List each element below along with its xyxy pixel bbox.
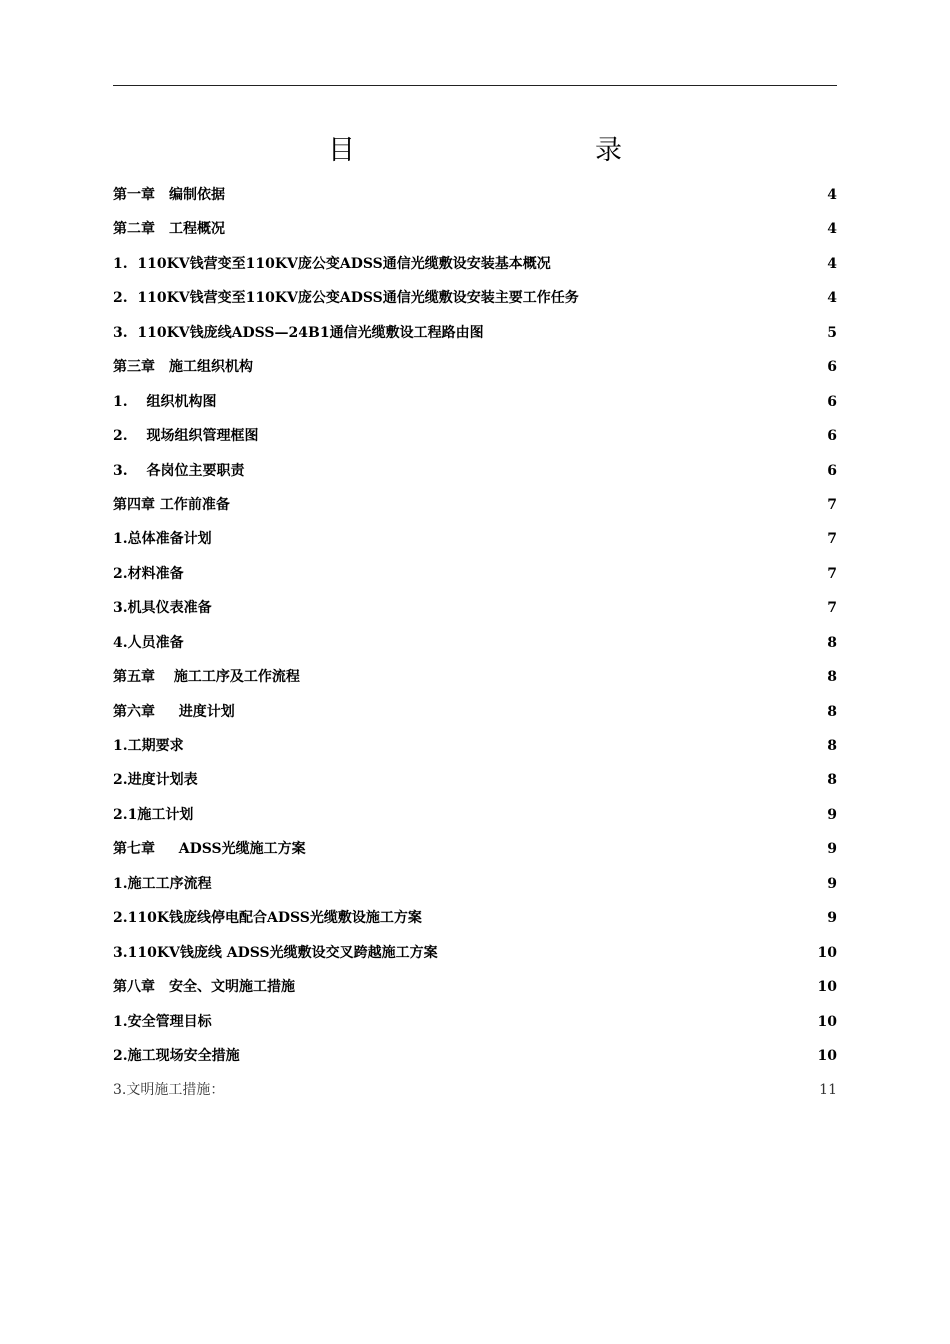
toc-entry[interactable] xyxy=(113,867,837,901)
toc-entry-page: 9 xyxy=(827,806,837,823)
toc-entry-label: 2.1施工计划 xyxy=(113,806,194,823)
toc-entry[interactable] xyxy=(113,178,837,212)
toc-entry-page: 9 xyxy=(827,875,837,892)
toc-entry-label: 2. 现场组织管理框图 xyxy=(113,428,259,445)
toc-entry[interactable] xyxy=(113,557,837,591)
toc-entry-page: 6 xyxy=(827,393,837,410)
toc-entry[interactable] xyxy=(113,454,837,488)
toc-entry-page: 10 xyxy=(817,1047,837,1064)
toc-entry-page: 9 xyxy=(827,841,837,858)
toc-entry-label: 3. 各岗位主要职责 xyxy=(113,462,245,479)
toc-entry-label: 2.施工现场安全措施 xyxy=(113,1047,240,1064)
toc-entry[interactable] xyxy=(113,832,837,866)
toc-entry-label: 1.工期要求 xyxy=(113,738,184,754)
toc-entry[interactable] xyxy=(113,385,837,419)
toc-entry-label: 第七章 ADSS光缆施工方案 xyxy=(113,841,306,858)
toc-entry-page: 7 xyxy=(827,600,837,617)
toc-entry-label: 3.机具仪表准备 xyxy=(113,600,212,617)
toc-entry-page: 4 xyxy=(827,290,837,307)
toc-entry-page: 8 xyxy=(827,703,837,720)
toc-entry-page: 8 xyxy=(827,669,837,686)
toc-entry-page: 5 xyxy=(827,324,837,341)
toc-entry-page: 7 xyxy=(827,531,837,548)
toc-entry[interactable] xyxy=(113,970,837,1004)
toc-entry[interactable] xyxy=(113,936,837,970)
toc-entry-page: 9 xyxy=(827,910,837,927)
toc-entry[interactable] xyxy=(113,419,837,453)
toc-entry-label: 1.总体准备计划 xyxy=(113,531,212,548)
toc-entry-label: 3.110KV钱庞线 ADSS光缆敷设交叉跨越施工方案 xyxy=(113,944,438,961)
toc-entry[interactable] xyxy=(113,522,837,556)
toc-entry-page: 8 xyxy=(827,634,837,651)
toc-entry[interactable] xyxy=(113,660,837,694)
toc-entry[interactable] xyxy=(113,591,837,625)
toc-entry[interactable] xyxy=(113,1073,837,1107)
toc-entry[interactable] xyxy=(113,729,837,763)
toc-entry-label: 2.110K钱庞线停电配合ADSS光缆敷设施工方案 xyxy=(113,910,422,927)
toc-entry-page: 10 xyxy=(817,979,837,996)
toc-entry-label: 第一章 编制依据 xyxy=(113,187,225,203)
toc-entry-label: 2.进度计划表 xyxy=(113,772,198,789)
toc-entry-label: 4.人员准备 xyxy=(113,634,184,651)
toc-entry-page: 10 xyxy=(817,1013,837,1030)
toc-entry[interactable] xyxy=(113,763,837,797)
toc-entry-page: 11 xyxy=(819,1082,837,1099)
toc-entry[interactable] xyxy=(113,488,837,522)
toc-entry-label: 第六章 进度计划 xyxy=(113,703,235,720)
toc-entry-page: 6 xyxy=(827,428,837,445)
toc-entry-label: 2. 110KV钱营变至110KV庞公变ADSS通信光缆敷设安装主要工作任务 xyxy=(113,290,579,307)
toc-entry[interactable] xyxy=(113,798,837,832)
toc-entry[interactable] xyxy=(113,1005,837,1039)
toc-entry[interactable] xyxy=(113,350,837,384)
toc-entry-page: 7 xyxy=(827,565,837,582)
page-title: 目 录 xyxy=(328,135,684,166)
toc-entry[interactable] xyxy=(113,901,837,935)
toc-entry[interactable] xyxy=(113,695,837,729)
toc-entry-label: 第二章 工程概况 xyxy=(113,221,225,238)
toc-entry-page: 6 xyxy=(827,359,837,376)
table-of-contents xyxy=(113,178,837,1108)
toc-entry-page: 8 xyxy=(827,772,837,789)
toc-entry[interactable] xyxy=(113,281,837,315)
toc-entry-page: 4 xyxy=(827,255,837,272)
toc-entry-page: 10 xyxy=(817,944,837,961)
toc-entry-label: 2.材料准备 xyxy=(113,565,184,582)
toc-entry-label: 3.文明施工措施： xyxy=(113,1082,225,1099)
toc-entry-page: 8 xyxy=(827,738,837,754)
toc-entry[interactable] xyxy=(113,247,837,281)
toc-entry-label: 1.安全管理目标 xyxy=(113,1013,212,1030)
toc-entry-page: 6 xyxy=(827,462,837,479)
toc-entry-label: 3. 110KV钱庞线ADSS—24B1通信光缆敷设工程路由图 xyxy=(113,324,484,341)
header-rule xyxy=(113,85,837,86)
toc-entry-label: 1. 组织机构图 xyxy=(113,393,217,410)
toc-entry-label: 第五章 施工工序及工作流程 xyxy=(113,669,300,686)
toc-entry[interactable] xyxy=(113,212,837,246)
toc-entry-label: 第三章 施工组织机构 xyxy=(113,359,253,376)
toc-entry[interactable] xyxy=(113,626,837,660)
toc-entry-label: 1. 110KV钱营变至110KV庞公变ADSS通信光缆敷设安装基本概况 xyxy=(113,255,551,272)
toc-entry-label: 第八章 安全、文明施工措施 xyxy=(113,979,295,996)
toc-entry-page: 4 xyxy=(827,187,837,203)
toc-entry-page: 4 xyxy=(827,221,837,238)
toc-entry[interactable] xyxy=(113,316,837,350)
toc-entry[interactable] xyxy=(113,1039,837,1073)
toc-entry-label: 1.施工工序流程 xyxy=(113,875,212,892)
toc-entry-page: 7 xyxy=(827,496,837,513)
toc-entry-label: 第四章 工作前准备 xyxy=(113,496,230,513)
